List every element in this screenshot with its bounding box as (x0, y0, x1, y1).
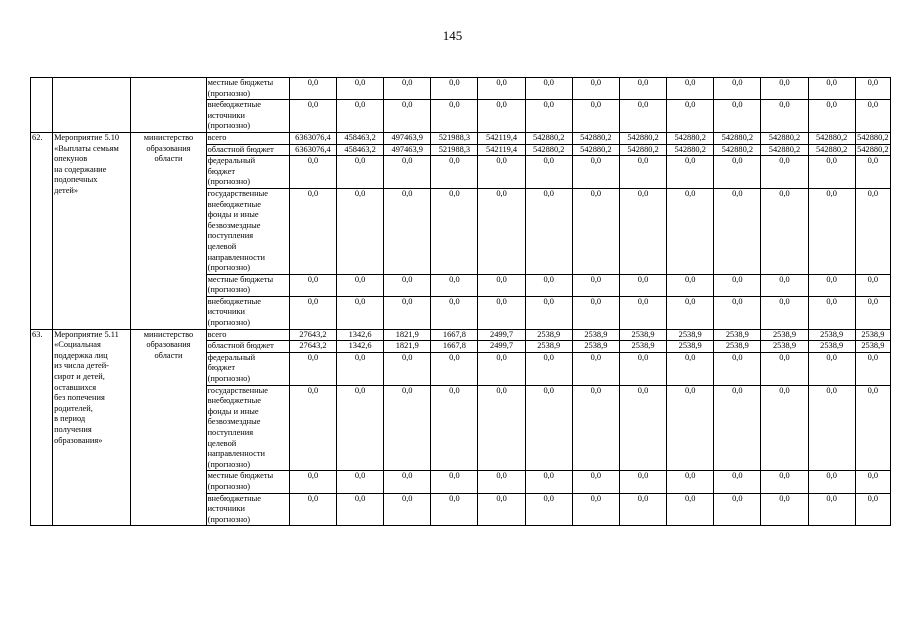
amount-cell: 0,0 (572, 493, 619, 526)
amount-cell: 542880,2 (525, 144, 572, 156)
amount-cell: 0,0 (337, 274, 384, 296)
activity-name-cell (53, 132, 131, 329)
amount-cell: 0,0 (384, 100, 431, 133)
funding-source-line: безвозмездные (207, 417, 261, 427)
amount-cell: 1821,9 (384, 341, 431, 353)
funding-source-cell (206, 385, 289, 471)
amount-cell: 0,0 (761, 188, 808, 274)
amount-cell: 542880,2 (808, 132, 855, 144)
funding-source-line: федеральный (207, 156, 256, 166)
amount-cell: 0,0 (525, 156, 572, 189)
funding-source-line: внебюджетные (207, 296, 261, 306)
amount-cell: 0,0 (667, 352, 714, 385)
amount-cell: 2538,9 (525, 329, 572, 341)
amount-cell: 0,0 (289, 493, 336, 526)
amount-cell: 0,0 (667, 188, 714, 274)
amount-cell: 542880,2 (714, 144, 761, 156)
amount-cell: 1342,6 (337, 341, 384, 353)
activity-name-line: из числа детей- (54, 361, 109, 371)
amount-cell: 0,0 (761, 493, 808, 526)
amount-cell: 0,0 (337, 78, 384, 100)
amount-cell: 0,0 (667, 78, 714, 100)
amount-cell: 0,0 (572, 385, 619, 471)
amount-cell: 0,0 (289, 352, 336, 385)
amount-cell: 0,0 (478, 471, 525, 493)
funding-source-line: местные бюджеты (207, 78, 274, 87)
amount-cell: 0,0 (431, 100, 478, 133)
amount-cell: 0,0 (431, 188, 478, 274)
amount-cell: 542119,4 (478, 144, 525, 156)
amount-cell: 0,0 (289, 385, 336, 471)
activity-name-line: «Социальная (54, 340, 101, 350)
amount-cell: 0,0 (384, 385, 431, 471)
amount-cell: 542880,2 (761, 144, 808, 156)
amount-cell: 0,0 (619, 471, 666, 493)
amount-cell: 0,0 (855, 471, 890, 493)
funding-source-line: (прогнозно) (207, 285, 251, 295)
funding-source-cell (206, 274, 289, 296)
funding-source-line: бюджет (207, 363, 235, 373)
amount-cell: 0,0 (289, 100, 336, 133)
amount-cell: 0,0 (337, 156, 384, 189)
funding-source-line: внебюджетные (207, 396, 261, 406)
funding-source-line: местные бюджеты (207, 471, 274, 481)
executor-line: министерство (143, 329, 194, 339)
funding-source-cell (206, 156, 289, 189)
amount-cell: 0,0 (478, 296, 525, 329)
amount-cell: 458463,2 (337, 132, 384, 144)
amount-cell: 0,0 (667, 100, 714, 133)
amount-cell: 0,0 (667, 274, 714, 296)
amount-cell: 0,0 (714, 78, 761, 100)
activity-name-line: Мероприятие 5.10 (54, 132, 120, 142)
amount-cell: 0,0 (384, 471, 431, 493)
executor-line: образования (146, 143, 191, 153)
amount-cell: 0,0 (525, 493, 572, 526)
amount-cell: 0,0 (431, 493, 478, 526)
amount-cell: 0,0 (761, 385, 808, 471)
amount-cell: 0,0 (478, 274, 525, 296)
amount-cell: 2538,9 (572, 341, 619, 353)
amount-cell: 0,0 (572, 296, 619, 329)
amount-cell: 0,0 (289, 471, 336, 493)
amount-cell: 0,0 (572, 156, 619, 189)
amount-cell: 0,0 (761, 156, 808, 189)
amount-cell: 0,0 (337, 352, 384, 385)
funding-source-cell (206, 78, 289, 100)
amount-cell: 0,0 (619, 274, 666, 296)
amount-cell: 0,0 (667, 296, 714, 329)
amount-cell: 0,0 (714, 352, 761, 385)
funding-source-line: государственные (207, 385, 268, 395)
funding-source-line: (прогнозно) (207, 374, 251, 384)
amount-cell: 0,0 (431, 296, 478, 329)
funding-source-line: поступления (207, 231, 254, 241)
amount-cell: 6363076,4 (289, 144, 336, 156)
amount-cell: 542880,2 (572, 132, 619, 144)
amount-cell: 0,0 (714, 493, 761, 526)
funding-source-cell (206, 144, 289, 156)
amount-cell: 0,0 (761, 78, 808, 100)
amount-cell: 0,0 (619, 493, 666, 526)
executor-cell (131, 78, 206, 133)
amount-cell: 2538,9 (761, 341, 808, 353)
funding-source-line: фонды и иные (207, 406, 259, 416)
table-row (31, 132, 891, 144)
executor-cell (131, 132, 206, 329)
amount-cell: 0,0 (667, 156, 714, 189)
amount-cell: 542880,2 (855, 132, 890, 144)
activity-name-line: без попечения (54, 393, 105, 403)
amount-cell: 0,0 (289, 188, 336, 274)
amount-cell: 0,0 (808, 274, 855, 296)
amount-cell: 0,0 (855, 296, 890, 329)
amount-cell: 2538,9 (761, 329, 808, 341)
amount-cell: 0,0 (337, 471, 384, 493)
amount-cell: 2538,9 (619, 341, 666, 353)
amount-cell: 0,0 (619, 385, 666, 471)
amount-cell: 0,0 (761, 296, 808, 329)
amount-cell: 542880,2 (761, 132, 808, 144)
amount-cell: 0,0 (761, 274, 808, 296)
activity-name-line: получения (54, 425, 92, 434)
amount-cell: 0,0 (619, 188, 666, 274)
amount-cell: 2499,7 (478, 341, 525, 353)
amount-cell: 0,0 (525, 296, 572, 329)
activity-name-line: на содержание (54, 164, 107, 174)
funding-source-line: (прогнозно) (207, 88, 251, 98)
amount-cell: 0,0 (855, 78, 890, 100)
amount-cell: 0,0 (714, 296, 761, 329)
funding-source-line: (прогнозно) (207, 263, 251, 273)
amount-cell: 0,0 (337, 188, 384, 274)
amount-cell: 1667,8 (431, 329, 478, 341)
amount-cell: 0,0 (525, 352, 572, 385)
amount-cell: 0,0 (431, 385, 478, 471)
activity-name-line: Мероприятие 5.11 (54, 329, 119, 339)
funding-source-line: областной бюджет (207, 341, 274, 351)
amount-cell: 2538,9 (855, 341, 890, 353)
amount-cell: 0,0 (572, 352, 619, 385)
funding-source-line: фонды и иные (207, 210, 259, 220)
activity-name-line: оставшихся (54, 382, 97, 392)
amount-cell: 542880,2 (525, 132, 572, 144)
funding-source-cell (206, 471, 289, 493)
amount-cell: 0,0 (289, 274, 336, 296)
funding-source-line: внебюджетные (207, 100, 261, 110)
amount-cell: 0,0 (478, 385, 525, 471)
row-number-cell (31, 329, 53, 526)
amount-cell: 0,0 (619, 78, 666, 100)
amount-cell: 542880,2 (808, 144, 855, 156)
page-number: 145 (442, 28, 463, 43)
amount-cell: 0,0 (384, 493, 431, 526)
amount-cell: 0,0 (619, 100, 666, 133)
funding-source-line: (прогнозно) (207, 459, 251, 469)
amount-cell: 0,0 (337, 296, 384, 329)
funding-source-line: (прогнозно) (207, 318, 251, 328)
funding-source-cell (206, 493, 289, 526)
row-number: 62. (32, 132, 43, 142)
activity-name-line: подопечных (54, 175, 98, 185)
budget-table (30, 77, 891, 526)
executor-cell (131, 329, 206, 526)
activity-name-cell (53, 329, 131, 526)
amount-cell: 0,0 (808, 352, 855, 385)
amount-cell: 542119,4 (478, 132, 525, 144)
amount-cell: 0,0 (525, 188, 572, 274)
funding-source-line: источники (207, 504, 246, 514)
funding-source-line: федеральный (207, 352, 256, 362)
funding-source-line: внебюджетные (207, 199, 261, 209)
amount-cell: 0,0 (808, 156, 855, 189)
activity-name-line: родителей, (54, 403, 93, 413)
amount-cell: 0,0 (572, 78, 619, 100)
amount-cell: 0,0 (525, 100, 572, 133)
amount-cell: 0,0 (714, 471, 761, 493)
amount-cell: 0,0 (714, 156, 761, 189)
amount-cell: 0,0 (855, 156, 890, 189)
amount-cell: 542880,2 (667, 144, 714, 156)
funding-source-line: всего (207, 329, 227, 339)
amount-cell: 0,0 (808, 471, 855, 493)
amount-cell: 27643,2 (289, 329, 336, 341)
amount-cell: 0,0 (619, 296, 666, 329)
funding-source-line: бюджет (207, 166, 235, 176)
amount-cell: 0,0 (808, 385, 855, 471)
funding-source-line: местные бюджеты (207, 274, 274, 284)
amount-cell: 0,0 (619, 156, 666, 189)
executor-line: образования (146, 340, 191, 350)
amount-cell: 0,0 (431, 274, 478, 296)
funding-source-line: (прогнозно) (207, 121, 251, 131)
amount-cell: 0,0 (855, 493, 890, 526)
amount-cell: 0,0 (384, 156, 431, 189)
amount-cell: 2538,9 (808, 329, 855, 341)
executor-line: министерство (143, 132, 194, 142)
amount-cell: 542880,2 (619, 132, 666, 144)
amount-cell: 2538,9 (714, 329, 761, 341)
amount-cell: 0,0 (478, 352, 525, 385)
funding-source-line: направленности (207, 252, 266, 262)
amount-cell: 0,0 (667, 385, 714, 471)
amount-cell: 0,0 (478, 188, 525, 274)
amount-cell: 0,0 (808, 296, 855, 329)
amount-cell: 0,0 (808, 78, 855, 100)
funding-source-line: всего (207, 132, 227, 142)
funding-source-cell (206, 100, 289, 133)
amount-cell: 0,0 (478, 100, 525, 133)
amount-cell: 0,0 (808, 493, 855, 526)
amount-cell: 0,0 (431, 78, 478, 100)
amount-cell: 0,0 (761, 352, 808, 385)
amount-cell: 0,0 (714, 274, 761, 296)
executor-line: области (154, 350, 183, 360)
amount-cell: 542880,2 (572, 144, 619, 156)
table-row (31, 329, 891, 341)
funding-source-line: государственные (207, 188, 268, 198)
amount-cell: 2538,9 (619, 329, 666, 341)
amount-cell: 0,0 (384, 296, 431, 329)
funding-source-line: целевой (207, 241, 237, 251)
amount-cell: 1667,8 (431, 341, 478, 353)
amount-cell: 2538,9 (855, 329, 890, 341)
amount-cell: 0,0 (714, 385, 761, 471)
funding-source-cell (206, 329, 289, 341)
amount-cell: 0,0 (337, 100, 384, 133)
table-row (31, 78, 891, 100)
amount-cell: 0,0 (855, 352, 890, 385)
activity-name-line: «Выплаты семьям (54, 143, 119, 153)
amount-cell: 0,0 (572, 100, 619, 133)
amount-cell: 0,0 (525, 78, 572, 100)
amount-cell: 0,0 (855, 100, 890, 133)
amount-cell: 0,0 (384, 352, 431, 385)
amount-cell: 0,0 (289, 296, 336, 329)
amount-cell: 2538,9 (667, 341, 714, 353)
amount-cell: 2538,9 (714, 341, 761, 353)
activity-name-line: детей» (54, 185, 79, 195)
amount-cell: 542880,2 (714, 132, 761, 144)
amount-cell: 0,0 (289, 78, 336, 100)
amount-cell: 0,0 (431, 352, 478, 385)
amount-cell: 1342,6 (337, 329, 384, 341)
amount-cell: 0,0 (384, 78, 431, 100)
amount-cell: 0,0 (667, 471, 714, 493)
amount-cell: 1821,9 (384, 329, 431, 341)
amount-cell: 497463,9 (384, 132, 431, 144)
table-body (31, 78, 891, 526)
funding-source-line: поступления (207, 428, 254, 437)
amount-cell: 0,0 (808, 188, 855, 274)
funding-source-cell (206, 341, 289, 353)
amount-cell: 2538,9 (667, 329, 714, 341)
activity-name-line: в период (54, 414, 86, 424)
activity-name-line: поддержка лиц (54, 350, 108, 360)
amount-cell: 0,0 (761, 471, 808, 493)
funding-source-cell (206, 132, 289, 144)
amount-cell: 0,0 (525, 471, 572, 493)
amount-cell: 6363076,4 (289, 132, 336, 144)
amount-cell: 521988,3 (431, 132, 478, 144)
amount-cell: 0,0 (384, 274, 431, 296)
amount-cell: 0,0 (525, 385, 572, 471)
amount-cell: 0,0 (478, 493, 525, 526)
row-number-cell (31, 78, 53, 133)
amount-cell: 2538,9 (572, 329, 619, 341)
funding-source-line: (прогнозно) (207, 481, 251, 491)
funding-source-line: (прогнозно) (207, 177, 251, 187)
activity-name-line: опекунов (54, 154, 88, 164)
executor-line: области (154, 154, 183, 164)
amount-cell: 0,0 (572, 188, 619, 274)
funding-source-line: областной бюджет (207, 144, 274, 154)
funding-source-cell (206, 296, 289, 329)
amount-cell: 0,0 (855, 274, 890, 296)
funding-source-cell (206, 188, 289, 274)
amount-cell: 0,0 (525, 274, 572, 296)
row-number: 63. (32, 329, 43, 339)
amount-cell: 0,0 (431, 471, 478, 493)
amount-cell: 27643,2 (289, 341, 336, 353)
amount-cell: 0,0 (384, 188, 431, 274)
amount-cell: 2538,9 (808, 341, 855, 353)
funding-source-line: источники (207, 307, 246, 317)
amount-cell: 497463,9 (384, 144, 431, 156)
amount-cell: 0,0 (478, 156, 525, 189)
amount-cell: 2538,9 (525, 341, 572, 353)
amount-cell: 0,0 (714, 100, 761, 133)
amount-cell: 0,0 (667, 493, 714, 526)
amount-cell: 521988,3 (431, 144, 478, 156)
row-number-cell (31, 132, 53, 329)
funding-source-line: направленности (207, 449, 266, 459)
amount-cell: 0,0 (619, 352, 666, 385)
activity-name-line: образования» (54, 435, 103, 445)
amount-cell: 0,0 (855, 188, 890, 274)
funding-source-line: (прогнозно) (207, 514, 251, 524)
amount-cell: 2499,7 (478, 329, 525, 341)
amount-cell: 0,0 (855, 385, 890, 471)
amount-cell: 0,0 (337, 493, 384, 526)
amount-cell: 542880,2 (667, 132, 714, 144)
amount-cell: 0,0 (572, 274, 619, 296)
amount-cell: 0,0 (478, 78, 525, 100)
funding-source-line: целевой (207, 438, 237, 448)
activity-name-cell (53, 78, 131, 133)
funding-source-line: источники (207, 110, 246, 120)
funding-source-line: безвозмездные (207, 220, 261, 230)
funding-source-line: внебюджетные (207, 493, 261, 503)
amount-cell: 0,0 (714, 188, 761, 274)
amount-cell: 0,0 (431, 156, 478, 189)
amount-cell: 0,0 (337, 385, 384, 471)
amount-cell: 0,0 (572, 471, 619, 493)
amount-cell: 0,0 (761, 100, 808, 133)
activity-name-line: сирот и детей, (54, 372, 105, 382)
amount-cell: 458463,2 (337, 144, 384, 156)
amount-cell: 542880,2 (619, 144, 666, 156)
funding-source-cell (206, 352, 289, 385)
amount-cell: 0,0 (808, 100, 855, 133)
amount-cell: 0,0 (289, 156, 336, 189)
amount-cell: 542880,2 (855, 144, 890, 156)
